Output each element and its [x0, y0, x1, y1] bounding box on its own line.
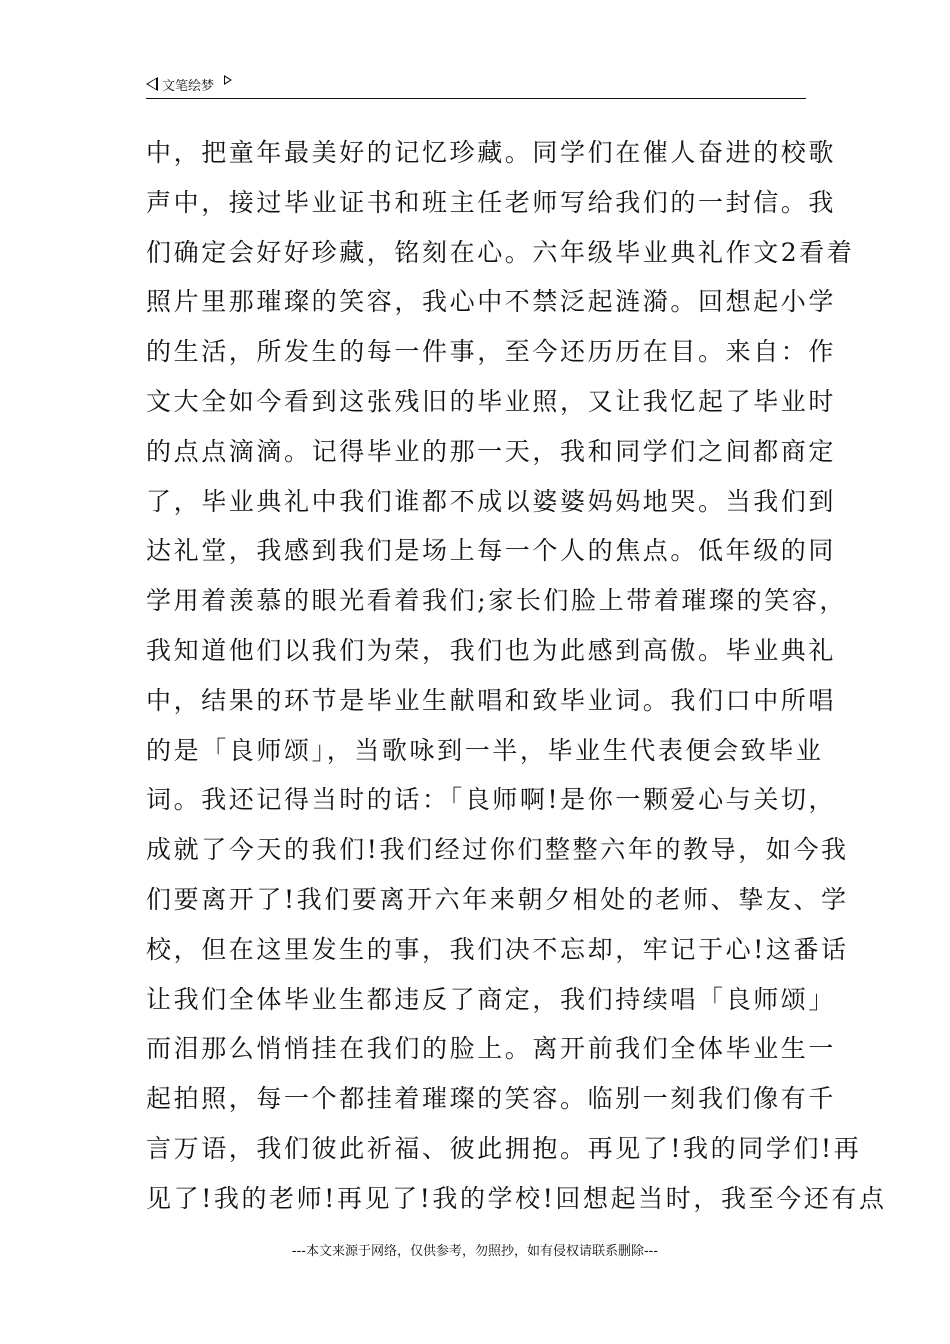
document-body: [146, 128, 887, 1224]
text-line: 而泪那么悄悄挂在我们的脸上。离开前我们全体毕业生一: [146, 1034, 837, 1064]
text-line: 学用着羡慕的眼光看着我们;家长们脸上带着璀璨的笑容，: [146, 586, 848, 616]
text-line: 们确定会好好珍藏，铭刻在心。六年级毕业典礼作文2看着: [146, 237, 855, 267]
text-line: 让我们全体毕业生都违反了商定，我们持续唱「良师颂」: [146, 984, 837, 1014]
text-line: 我知道他们以我们为荣，我们也为此感到高傲。毕业典礼: [146, 635, 837, 665]
text-line: 中，结果的环节是毕业生献唱和致毕业词。我们口中所唱: [146, 685, 837, 715]
text-line: 的生活，所发生的每一件事，至今还历历在目。来自：作: [146, 337, 837, 367]
text-line: 词。我还记得当时的话：「良师啊!是你一颗爱心与关切，: [146, 785, 837, 815]
triangle-right-icon: [224, 75, 232, 85]
brand: [146, 75, 232, 98]
text-line: 起拍照，每一个都挂着璀璨的笑容。临别一刻我们像有千: [146, 1084, 837, 1114]
text-line: 的是「良师颂」，当歌咏到一半，毕业生代表便会致毕业: [146, 735, 824, 765]
text-line: 言万语，我们彼此祈福、彼此拥抱。再见了!我的同学们!再: [146, 1133, 862, 1163]
text-line: 的点点滴滴。记得毕业的那一天，我和同学们之间都商定: [146, 436, 837, 466]
text-line: 成就了今天的我们!我们经过你们整整六年的教导，如今我: [146, 835, 849, 865]
text-line: 照片里那璀璨的笑容，我心中不禁泛起涟漪。回想起小学: [146, 287, 837, 317]
text-line: 达礼堂，我感到我们是场上每一个人的焦点。低年级的同: [146, 536, 837, 566]
text-line: 中，把童年最美好的记忆珍藏。同学们在催人奋进的校歌: [146, 138, 837, 167]
text-line: 校，但在这里发生的事，我们决不忘却，牢记于心!这番话: [146, 934, 849, 964]
text-line: 见了!我的老师!再见了!我的学校!回想起当时，我至今还有点: [146, 1183, 887, 1213]
text-line: 声中，接过毕业证书和班主任老师写给我们的一封信。我: [146, 187, 837, 217]
triangle-left-icon: [146, 77, 158, 91]
brand-text: 文笔绘梦: [162, 78, 215, 94]
text-line: 文大全如今看到这张残旧的毕业照，又让我忆起了毕业时: [146, 386, 837, 416]
page-header: [146, 74, 806, 99]
text-line: 们要离开了!我们要离开六年来朝夕相处的老师、挚友、学: [146, 884, 849, 914]
text-line: 了，毕业典礼中我们谁都不成以婆婆妈妈地哭。当我们到: [146, 486, 837, 516]
footer-disclaimer: ---本文来源于网络，仅供参考，勿照抄，如有侵权请联系删除---: [291, 1244, 659, 1259]
